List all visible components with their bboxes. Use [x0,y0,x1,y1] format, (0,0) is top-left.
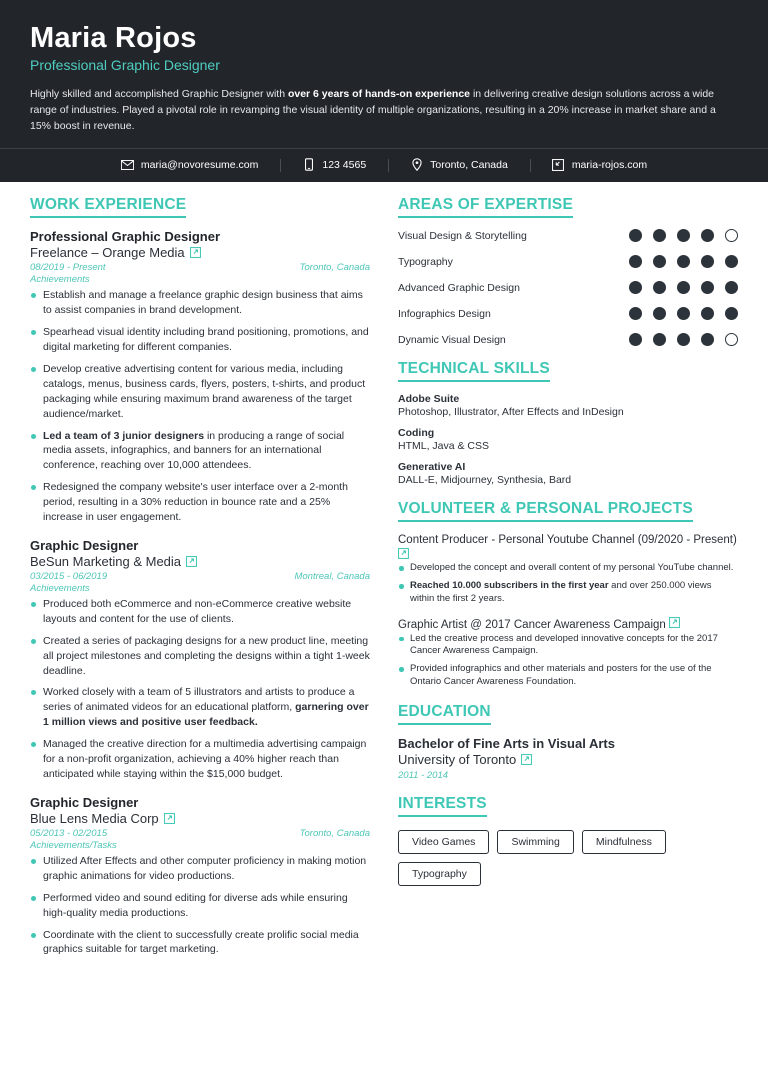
section-title-interests: INTERESTS [398,795,487,817]
bullet-post: Produced both eCommerce and non-eCommerce creative website layouts and content for the use of clients. [43,597,352,625]
bullet-post: Provided infographics and other materials and posters for the use of the Ontario Cancer Awareness Foundation. [410,663,712,687]
work-item [30,538,370,782]
external-link-icon[interactable] [190,247,201,258]
bullet-post: Managed the creative direction for a multimedia advertising campaign for a non-profit organization, achieving a 40% higher reach than anticipated while staying within the $15,000 budget. [43,738,367,780]
contact-website-text: maria-rojos.com [571,158,648,171]
contact-bar [0,148,768,182]
job-meta [30,828,370,839]
volunteer-item [398,617,738,689]
dot-filled [653,307,666,320]
location-pin-icon [410,158,423,171]
job-bullets [30,597,370,782]
bullet-post: and over 250.000 views within the first 2 years. [410,580,712,604]
education-school-name: University of Toronto [398,751,517,767]
summary-highlight: over 6 years of hands-on experience [287,88,471,100]
skill-group [398,461,738,486]
expertise-row [398,333,738,346]
dot-filled [677,229,690,242]
education-school [398,752,738,767]
dot-filled [629,255,642,268]
dot-filled [629,229,642,242]
expertise-label: Visual Design & Storytelling [398,229,527,242]
skill-items: DALL-E, Midjourney, Synthesia, Bard [398,474,572,487]
dot-filled [725,255,738,268]
job-meta [30,262,370,273]
dot-empty [725,229,738,242]
external-link-icon[interactable] [164,813,175,824]
interest-chip: Typography [398,862,481,886]
job-bullets [30,854,370,957]
external-link-icon[interactable] [521,754,532,765]
interest-chip: Video Games [398,830,489,854]
volunteer-title-row [398,533,738,562]
volunteer-item [398,533,738,605]
list-item [30,854,370,884]
bullet-post: Establish and manage a freelance graphic design business that aims to assist companies in brand development. [43,289,363,317]
external-link-icon[interactable] [398,548,409,559]
skill-name: Coding [398,427,435,440]
contact-email[interactable] [99,158,280,171]
volunteer-bullets [398,633,738,689]
list-item [398,663,738,689]
dot-filled [629,333,642,346]
expertise-row [398,307,738,320]
list-item [30,634,370,679]
education-years: 2011 - 2014 [398,769,449,781]
job-bullets [30,288,370,525]
external-link-icon[interactable] [186,556,197,567]
bullet-post: Develop creative advertising content for various media, including catalogs, menus, business cards, flyers, posters, t-shirts, and product packaging while ensuring maximum brand awareness of the target audience/market. [43,362,366,420]
rating-dots [629,307,738,320]
expertise-label: Infographics Design [398,307,491,320]
contact-location-text: Toronto, Canada [430,158,508,171]
interest-chips [398,830,738,886]
rating-dots [629,333,738,346]
job-company [30,811,370,826]
bullet-bold: garnering over 1 million views and positive user feedback. [43,701,369,729]
interest-chip: Swimming [497,830,573,854]
list-item [30,685,370,730]
volunteer-title: Graphic Artist @ 2017 Cancer Awareness Campaign [398,618,666,631]
bullet-post: Spearhead visual identity including brand positioning, promotions, and digital marketing for different companies. [43,326,369,353]
contact-phone-text: 123 4565 [322,158,367,171]
job-dates: 08/2019 - Present [30,262,106,274]
envelope-icon [121,158,134,171]
dot-filled [653,281,666,294]
education-section [398,703,738,781]
dot-filled [629,307,642,320]
volunteer-title: Content Producer - Personal Youtube Channel (09/2020 - Present) [398,534,737,547]
list-item [30,362,370,422]
header-job-title: Professional Graphic Designer [30,57,220,73]
volunteer-bullets [398,562,738,605]
contact-phone[interactable] [280,158,388,171]
skill-group [398,427,738,452]
dot-filled [629,281,642,294]
section-title-technical-skills: TECHNICAL SKILLS [398,360,550,382]
dot-empty [725,333,738,346]
bullet-post: Coordinate with the client to successfully create prolific social media graphics suitable for target marketing. [43,928,359,956]
bullet-post: Utilized After Effects and other computer proficiency in making motion graphic animations for video productions. [43,854,367,882]
contact-website[interactable] [530,158,669,171]
dot-filled [677,255,690,268]
expertise-row [398,255,738,268]
contact-location[interactable] [388,158,530,171]
dot-filled [701,307,714,320]
interest-chip: Mindfulness [582,830,666,854]
phone-icon [302,158,315,171]
job-company-name: BeSun Marketing & Media [30,553,182,569]
work-item [30,229,370,525]
job-company-name: Freelance – Orange Media [30,245,185,261]
work-item [30,795,370,957]
page-title: Maria Rojos [30,22,197,54]
dot-filled [677,307,690,320]
expertise-label: Advanced Graphic Design [398,281,520,294]
skill-items: HTML, Java & CSS [398,440,490,453]
resume-body [0,182,768,971]
bullet-bold: Reached 10.000 subscribers in the first year [410,580,609,591]
dot-filled [653,229,666,242]
dot-filled [701,229,714,242]
skill-items: Photoshop, Illustrator, After Effects and InDesign [398,406,624,419]
job-company-name: Blue Lens Media Corp [30,810,159,826]
achievements-label: Achievements [30,274,90,286]
expertise-label: Typography [398,255,453,268]
dot-filled [725,281,738,294]
achievements-label: Achievements [30,582,90,594]
list-item [30,480,370,525]
bullet-bold: Led a team of 3 junior designers [43,429,205,442]
rating-dots [629,255,738,268]
work-experience-section [30,196,370,957]
section-title-expertise: AREAS OF EXPERTISE [398,196,573,218]
list-item [398,562,738,575]
skill-name: Adobe Suite [398,393,460,406]
job-dates: 05/2013 - 02/2015 [30,827,108,839]
technical-skills-section [398,360,738,486]
job-role: Professional Graphic Designer [30,229,221,245]
dot-filled [701,281,714,294]
job-location: Toronto, Canada [299,262,370,274]
dot-filled [701,255,714,268]
dot-filled [677,281,690,294]
list-item [398,633,738,659]
bullet-post: Created a series of packaging designs for a new product line, meeting all project milestones and completing the designs within a tight 1-week deadline. [43,634,370,677]
dot-filled [677,333,690,346]
expertise-label: Dynamic Visual Design [398,333,506,346]
dot-filled [701,333,714,346]
volunteer-title-row [398,617,738,633]
section-title-volunteer: VOLUNTEER & PERSONAL PROJECTS [398,500,693,522]
rating-dots [629,281,738,294]
job-location: Toronto, Canada [299,827,370,839]
section-title-work-experience: WORK EXPERIENCE [30,196,186,218]
summary-text-1: Highly skilled and accomplished Graphic Designer with [30,88,288,100]
header-summary [30,87,738,134]
list-item [398,580,738,606]
job-role: Graphic Designer [30,794,139,810]
interests-section [398,795,738,886]
list-item [30,928,370,958]
resume-header [0,0,768,148]
skill-group [398,393,738,418]
areas-of-expertise-section [398,196,738,346]
expertise-row [398,229,738,242]
job-dates: 03/2015 - 06/2019 [30,570,108,582]
contact-email-text: maria@novoresume.com [140,158,259,171]
globe-icon [552,158,565,171]
list-item [30,429,370,474]
section-title-education: EDUCATION [398,703,491,725]
right-column [398,196,738,971]
job-meta [30,571,370,582]
list-item [30,597,370,627]
dot-filled [653,255,666,268]
summary-text-2: in delivering creative design solutions across a wide range of industries. Played a pivotal role in revamping the visual identity of multiple organizations, resulting in a 20% increase in market share and a 15% boost in revenue. [30,88,716,132]
list-item [30,891,370,921]
bullet-pre: Worked closely with a team of 5 illustrators and artists to produce a series of animated videos for an educational platform, [43,686,355,714]
dot-filled [725,307,738,320]
list-item [30,325,370,355]
left-column [30,196,370,971]
job-company [30,554,370,569]
bullet-post: Led the creative process and developed innovative concepts for the 2017 Cancer Awareness Campaign. [410,632,718,657]
bullet-post: Performed video and sound editing for diverse ads while ensuring high-quality media productions. [43,891,348,919]
job-location: Montreal, Canada [294,570,370,582]
job-company [30,245,370,260]
list-item [30,737,370,782]
education-degree: Bachelor of Fine Arts in Visual Arts [398,735,615,751]
dot-filled [653,333,666,346]
external-link-icon[interactable] [669,617,680,628]
bullet-post: Redesigned the company website's user interface over a 2-month period, resulting in a 30% reduction in bounce rate and a 25% increase in user engagement. [43,481,348,524]
skill-name: Generative AI [398,461,466,474]
volunteer-section [398,500,738,689]
expertise-row [398,281,738,294]
bullet-post: in producing a range of social media assets, infographics, and banners for an international conference, reaching over 10,000 attendees. [43,429,345,472]
achievements-label: Achievements/Tasks [30,839,117,851]
job-role: Graphic Designer [30,537,139,553]
rating-dots [629,229,738,242]
list-item [30,288,370,318]
bullet-post: Developed the concept and overall content of my personal YouTube channel. [410,562,734,574]
